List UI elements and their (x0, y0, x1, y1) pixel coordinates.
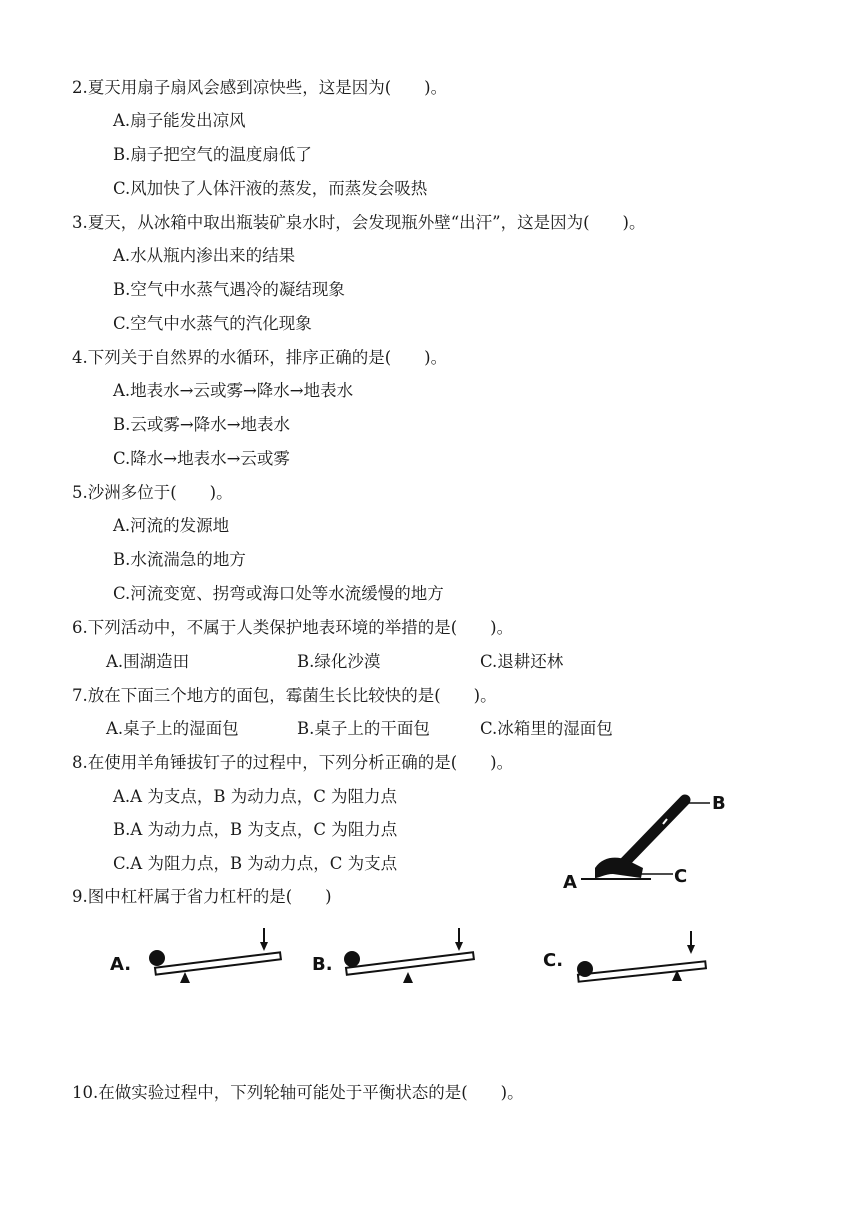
question-3-option-a: A.水从瓶内渗出来的结果 (113, 246, 296, 265)
claw-hammer-figure (555, 788, 735, 893)
question-2-stem: 2.夏天用扇子扇风会感到凉快些，这是因为( )。 (72, 78, 448, 97)
question-2-option-b: B.扇子把空气的温度扇低了 (113, 145, 312, 164)
question-3-option-b: B.空气中水蒸气遇冷的凝结现象 (113, 280, 345, 299)
question-9-stem: 9.图中杠杆属于省力杠杆的是( ) (72, 887, 332, 906)
question-3-stem: 3.夏天，从冰箱中取出瓶装矿泉水时，会发现瓶外壁“出汗”，这是因为( )。 (72, 213, 646, 232)
question-6-option-b: B.绿化沙漠 (297, 652, 381, 671)
question-6-option-c: C.退耕还林 (480, 652, 564, 671)
question-3-option-c: C.空气中水蒸气的汽化现象 (113, 314, 312, 333)
hammer-label-b: B (712, 793, 726, 814)
question-2-option-a: A.扇子能发出凉风 (113, 111, 246, 130)
question-8-option-b: B.A 为动力点，B 为支点，C 为阻力点 (113, 820, 398, 839)
question-5-option-a: A.河流的发源地 (113, 516, 230, 535)
lever-a-label: A. (110, 954, 132, 975)
question-2-option-c: C.风加快了人体汗液的蒸发，而蒸发会吸热 (113, 179, 428, 198)
lever-figure-c (540, 928, 720, 998)
lever-c-label: C. (543, 950, 564, 971)
lever-figure-b (308, 920, 493, 1000)
hammer-label-c: C (674, 866, 688, 887)
question-4-option-b: B.云或雾→降水→地表水 (113, 415, 291, 434)
question-6-option-a: A.围湖造田 (106, 652, 190, 671)
question-4-stem: 4.下列关于自然界的水循环，排序正确的是( )。 (72, 348, 448, 367)
question-5-option-b: B.水流湍急的地方 (113, 550, 246, 569)
question-8-stem: 8.在使用羊角锤拔钉子的过程中，下列分析正确的是( )。 (72, 753, 514, 772)
question-7-option-b: B.桌子上的干面包 (297, 719, 430, 738)
question-10-stem: 10.在做实验过程中，下列轮轴可能处于平衡状态的是( )。 (72, 1083, 524, 1102)
question-4-option-c: C.降水→地表水→云或雾 (113, 449, 290, 468)
question-7-stem: 7.放在下面三个地方的面包，霉菌生长比较快的是( )。 (72, 686, 497, 705)
question-8-option-c: C.A 为阻力点，B 为动力点，C 为支点 (113, 854, 398, 873)
hammer-label-a: A (563, 872, 577, 893)
lever-b-label: B. (312, 954, 333, 975)
question-5-option-c: C.河流变宽、拐弯或海口处等水流缓慢的地方 (113, 584, 444, 603)
question-8-option-a: A.A 为支点，B 为动力点，C 为阻力点 (113, 787, 398, 806)
question-5-stem: 5.沙洲多位于( )。 (72, 483, 233, 502)
question-4-option-a: A.地表水→云或雾→降水→地表水 (113, 381, 354, 400)
question-7-option-c: C.冰箱里的湿面包 (480, 719, 613, 738)
question-6-stem: 6.下列活动中，不属于人类保护地表环境的举措的是( )。 (72, 618, 514, 637)
question-7-option-a: A.桌子上的湿面包 (106, 719, 239, 738)
lever-figure-a (105, 920, 290, 1000)
